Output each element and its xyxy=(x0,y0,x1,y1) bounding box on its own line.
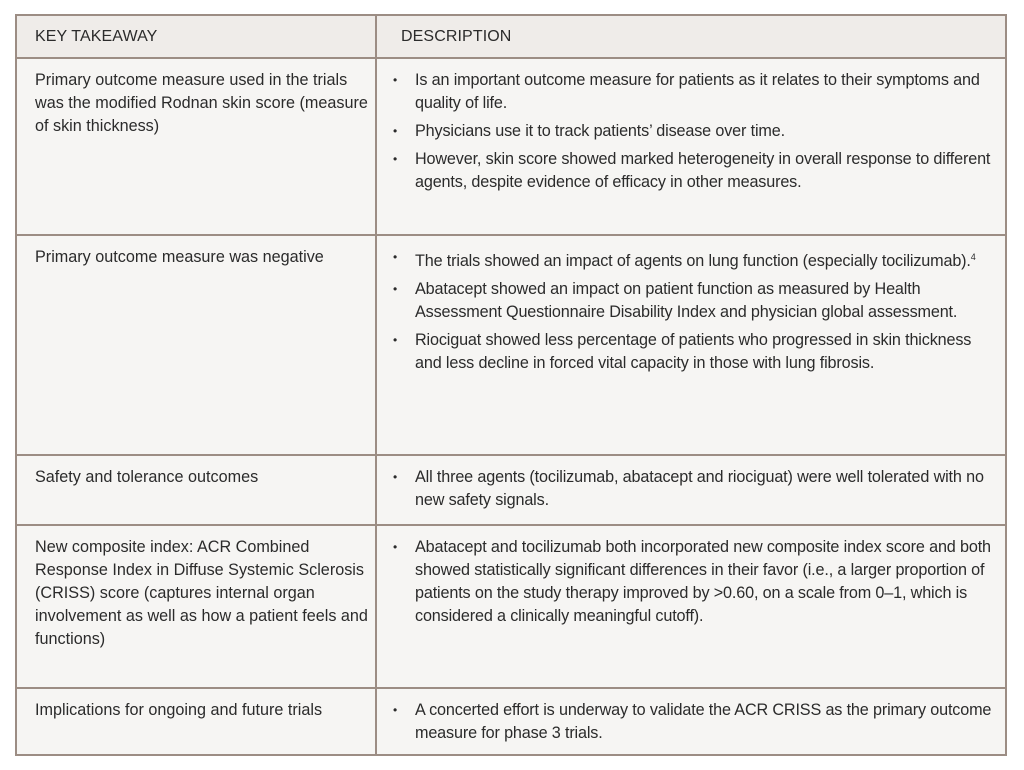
bullet-list xyxy=(391,536,995,628)
footnote-reference: 4 xyxy=(970,252,976,262)
bullet-item xyxy=(391,148,995,194)
bullet-icon: • xyxy=(393,73,398,87)
table-row xyxy=(17,524,1005,687)
table-row xyxy=(17,57,1005,234)
bullet-icon: • xyxy=(393,250,398,264)
bullet-text: Abatacept showed an impact on patient function as measured by Health Assessment Questionnaire Disability Index and physician global assessment. xyxy=(415,280,958,321)
bullet-list xyxy=(391,69,995,194)
bullet-item xyxy=(391,466,995,512)
bullet-icon: • xyxy=(393,333,398,347)
takeaway-cell: Primary outcome measure used in the trials was the modified Rodnan skin score (measure of skin thickness) xyxy=(17,59,377,234)
takeaway-cell: Safety and tolerance outcomes xyxy=(17,456,377,524)
description-cell xyxy=(377,236,1005,454)
takeaway-cell: Primary outcome measure was negative xyxy=(17,236,377,454)
bullet-icon: • xyxy=(393,124,398,138)
bullet-text: The trials showed an impact of agents on lung function (especially tocilizumab). xyxy=(415,252,971,270)
bullet-text: Is an important outcome measure for patients as it relates to their symptoms and quality of life. xyxy=(415,71,980,112)
description-cell xyxy=(377,456,1005,524)
bullet-item xyxy=(391,120,995,143)
table-row xyxy=(17,234,1005,454)
table-header-row xyxy=(17,16,1005,57)
bullet-text: All three agents (tocilizumab, abatacept and riociguat) were well tolerated with no new safety signals. xyxy=(415,468,984,509)
takeaway-cell: Implications for ongoing and future trials xyxy=(17,689,377,754)
bullet-text: Riociguat showed less percentage of patients who progressed in skin thickness and less decline in forced vital capacity in those with lung fibrosis. xyxy=(415,331,972,372)
bullet-icon: • xyxy=(393,470,398,484)
bullet-item xyxy=(391,69,995,115)
description-cell xyxy=(377,689,1005,754)
bullet-text: Abatacept and tocilizumab both incorporated new composite index score and both showed statistically significant differences in their favor (i.e., a larger proportion of patients on the study therapy improved by >0.60, on a scale from 0–1, which is considered a clinically meaningful cutoff). xyxy=(415,538,991,625)
bullet-item xyxy=(391,536,995,628)
description-cell xyxy=(377,59,1005,234)
header-description: DESCRIPTION xyxy=(401,27,512,45)
key-takeaways-table xyxy=(15,14,1007,756)
description-cell xyxy=(377,526,1005,687)
bullet-list xyxy=(391,466,995,512)
table-row xyxy=(17,687,1005,754)
bullet-item xyxy=(391,278,995,324)
bullet-icon: • xyxy=(393,540,398,554)
bullet-item xyxy=(391,699,995,745)
bullet-icon: • xyxy=(393,152,398,166)
bullet-icon: • xyxy=(393,282,398,296)
bullet-text: Physicians use it to track patients’ disease over time. xyxy=(415,122,785,140)
bullet-icon: • xyxy=(393,703,398,717)
bullet-item xyxy=(391,246,995,273)
bullet-text: A concerted effort is underway to validate the ACR CRISS as the primary outcome measure for phase 3 trials. xyxy=(415,701,992,742)
takeaway-cell: New composite index: ACR Combined Response Index in Diffuse Systemic Sclerosis (CRISS) score (captures internal organ involvement as well as how a patient feels and functions) xyxy=(17,526,377,687)
bullet-item xyxy=(391,329,995,375)
bullet-text: However, skin score showed marked heterogeneity in overall response to different agents, despite evidence of efficacy in other measures. xyxy=(415,150,991,191)
header-key-takeaway: KEY TAKEAWAY xyxy=(17,16,377,57)
bullet-list xyxy=(391,246,995,375)
bullet-list xyxy=(391,699,995,745)
table-row xyxy=(17,454,1005,524)
